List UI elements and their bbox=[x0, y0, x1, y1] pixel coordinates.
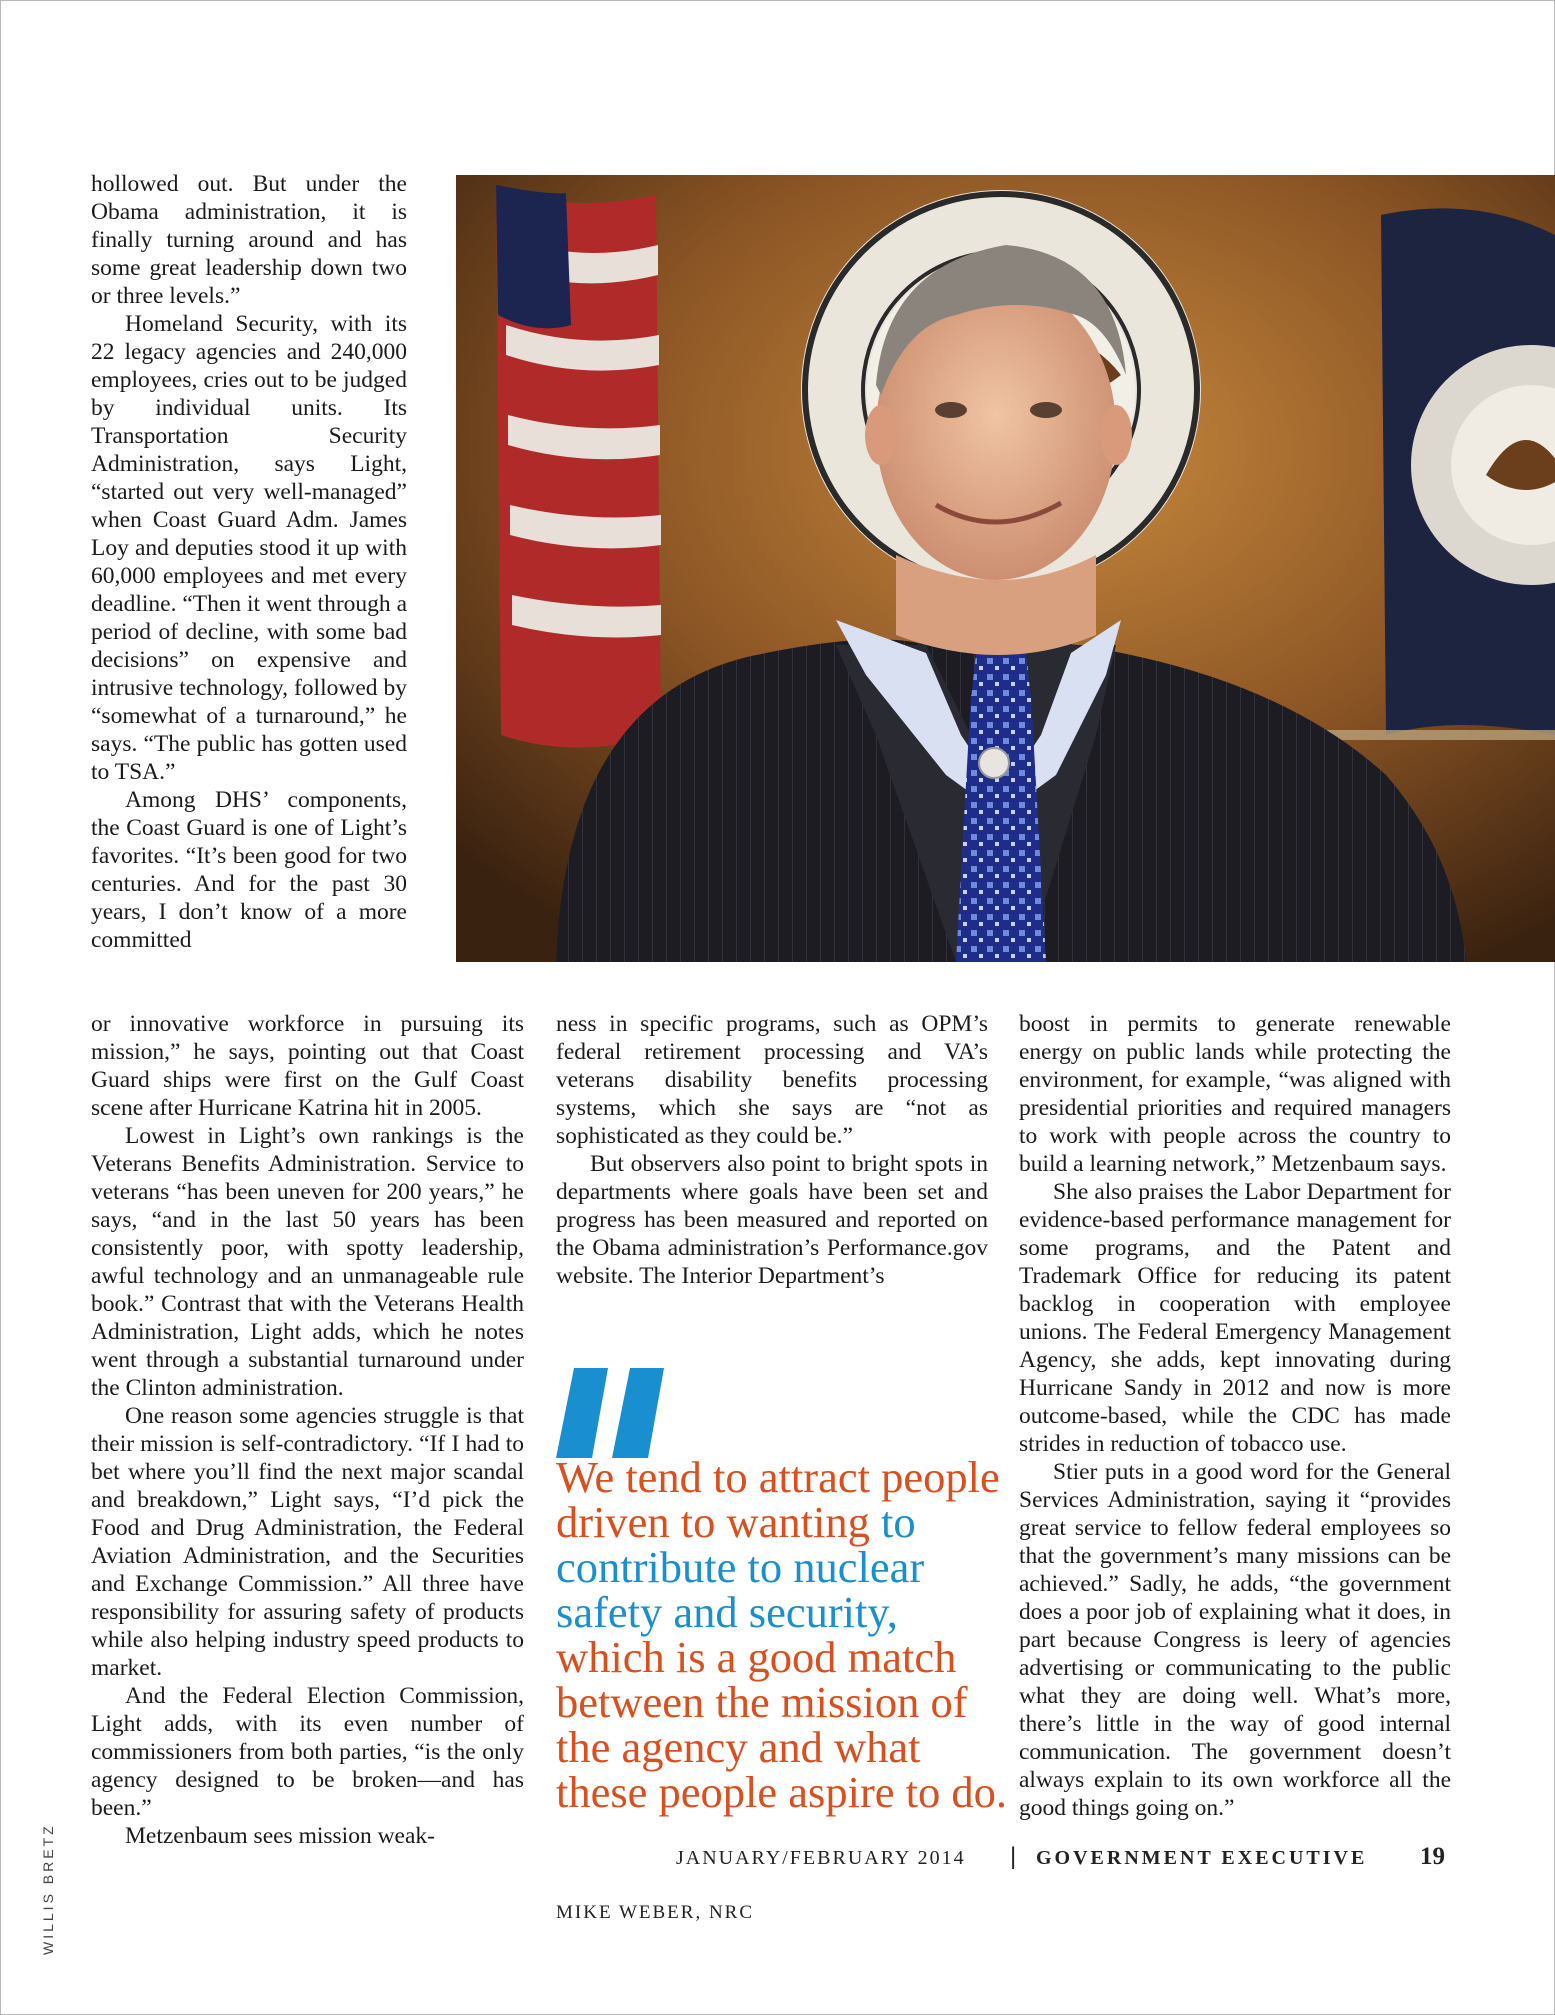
paragraph: One reason some agencies struggle is that their mission is self-contradictory. “If I had to bet where you’ll find the next major scandal and breakdown,” Light says, “I’d pick the Food and Drug Administration, the Federal Aviation Administration, and the Securities and Exchange Commission.” All three have responsibility for assuring safety of products while also helping industry speed products to market. bbox=[91, 1403, 524, 1681]
paragraph: Stier puts in a good word for the General Services Administration, saying it “provides great service to fellow federal employees so that the government’s many missions can be achieved.” Sadly, he adds, “the government does a poor job of explaining what it does, in part because Congress is leery of agencies advertising or communicating to the public what they are doing well. What’s more, there’s little in the way of good internal communication. The government doesn’t always explain to its own workforce all the good things going on.” bbox=[1019, 1459, 1451, 1821]
quote-mark-icon bbox=[556, 1368, 676, 1458]
footer-separator: | bbox=[1010, 1843, 1019, 1870]
photo-credit: WILLIS BRETZ bbox=[40, 1823, 56, 1955]
paragraph: ness in specific programs, such as OPM’s federal retirement processing and VA’s veterans disability benefits processing systems, which she says are “not as sophisticated as they could be.” bbox=[556, 1011, 988, 1149]
pull-quote-text: which is a good match between the mission of the agency and what these people aspire to do. bbox=[556, 1632, 1008, 1817]
article-column-1-bottom bbox=[91, 1010, 524, 1850]
issue-date: JANUARY/FEBRUARY 2014 bbox=[676, 1847, 966, 1869]
pull-quote-highlight: to contribute to nuclear safety and security, bbox=[556, 1497, 925, 1637]
pull-quote-text: We tend to attract people driven to wanting bbox=[556, 1452, 1000, 1547]
magazine-title: GOVERNMENT EXECUTIVE bbox=[1036, 1847, 1368, 1869]
paragraph: Metzenbaum sees mission weak- bbox=[125, 1823, 435, 1849]
paragraph: Lowest in Light’s own rankings is the Veterans Benefits Administration. Service to veterans “has been uneven for 200 years,” he says, “and in the last 50 years has been consistently poor, with spotty leadership, awful technology and an unmanageable rule book.” Contrast that with the Veterans Health Administration, Light adds, which he notes went through a substantial turnaround under the Clinton administration. bbox=[91, 1123, 524, 1401]
portrait-photo bbox=[456, 175, 1555, 962]
article-column-1-top bbox=[91, 170, 407, 954]
paragraph: hollowed out. But under the Obama administration, it is finally turning around and has some great leadership down two or three levels.” bbox=[91, 171, 407, 309]
paragraph: And the Federal Election Commission, Light adds, with its even number of commissioners from both parties, “is the only agency designed to be broken—and has been.” bbox=[91, 1683, 524, 1821]
pull-quote-attribution: MIKE WEBER, NRC bbox=[556, 1902, 755, 1923]
american-flag bbox=[496, 185, 661, 748]
paragraph: Among DHS’ components, the Coast Guard is one of Light’s favorites. “It’s been good for two centuries. And for the past 30 years, I don’t know of a more committed bbox=[91, 787, 407, 953]
paragraph: She also praises the Labor Department for evidence-based performance management for some programs, and the Patent and Trademark Office for reducing its patent backlog in cooperation with employee unions. The Federal Emergency Management Agency, she adds, kept innovating during Hurricane Sandy in 2012 and now is more outcome-based, while the CDC has made strides in reduction of tobacco use. bbox=[1019, 1179, 1451, 1457]
paragraph: boost in permits to generate renewable energy on public lands while protecting the environment, for example, “was aligned with presidential priorities and required managers to work with people across the country to build a learning network,” Metzenbaum says. bbox=[1019, 1011, 1451, 1177]
page-footer bbox=[676, 1837, 1456, 1877]
paragraph: Homeland Security, with its 22 legacy agencies and 240,000 employees, cries out to be judged by individual units. Its Transportation Security Administration, says Light, “started out very well-managed” when Coast Guard Adm. James Loy and deputies stood it up with 60,000 employees and met every deadline. “Then it went through a period of decline, with some bad decisions” on expensive and intrusive technology, followed by “somewhat of a turnaround,” he says. “The public has gotten used to TSA.” bbox=[91, 311, 407, 785]
paragraph: But observers also point to bright spots in departments where goals have been set and progress has been measured and reported on the Obama administration’s Performance.gov website. The Interior Department’s bbox=[556, 1151, 988, 1289]
paragraph: or innovative workforce in pursuing its mission,” he says, pointing out that Coast Guard ships were first on the Gulf Coast scene after Hurricane Katrina hit in 2005. bbox=[91, 1011, 524, 1121]
agency-flag bbox=[1381, 208, 1555, 735]
article-column-2 bbox=[556, 1010, 988, 1290]
article-column-3 bbox=[1019, 1010, 1451, 1822]
pull-quote bbox=[556, 1452, 1016, 1817]
page-number: 19 bbox=[1420, 1843, 1445, 1870]
